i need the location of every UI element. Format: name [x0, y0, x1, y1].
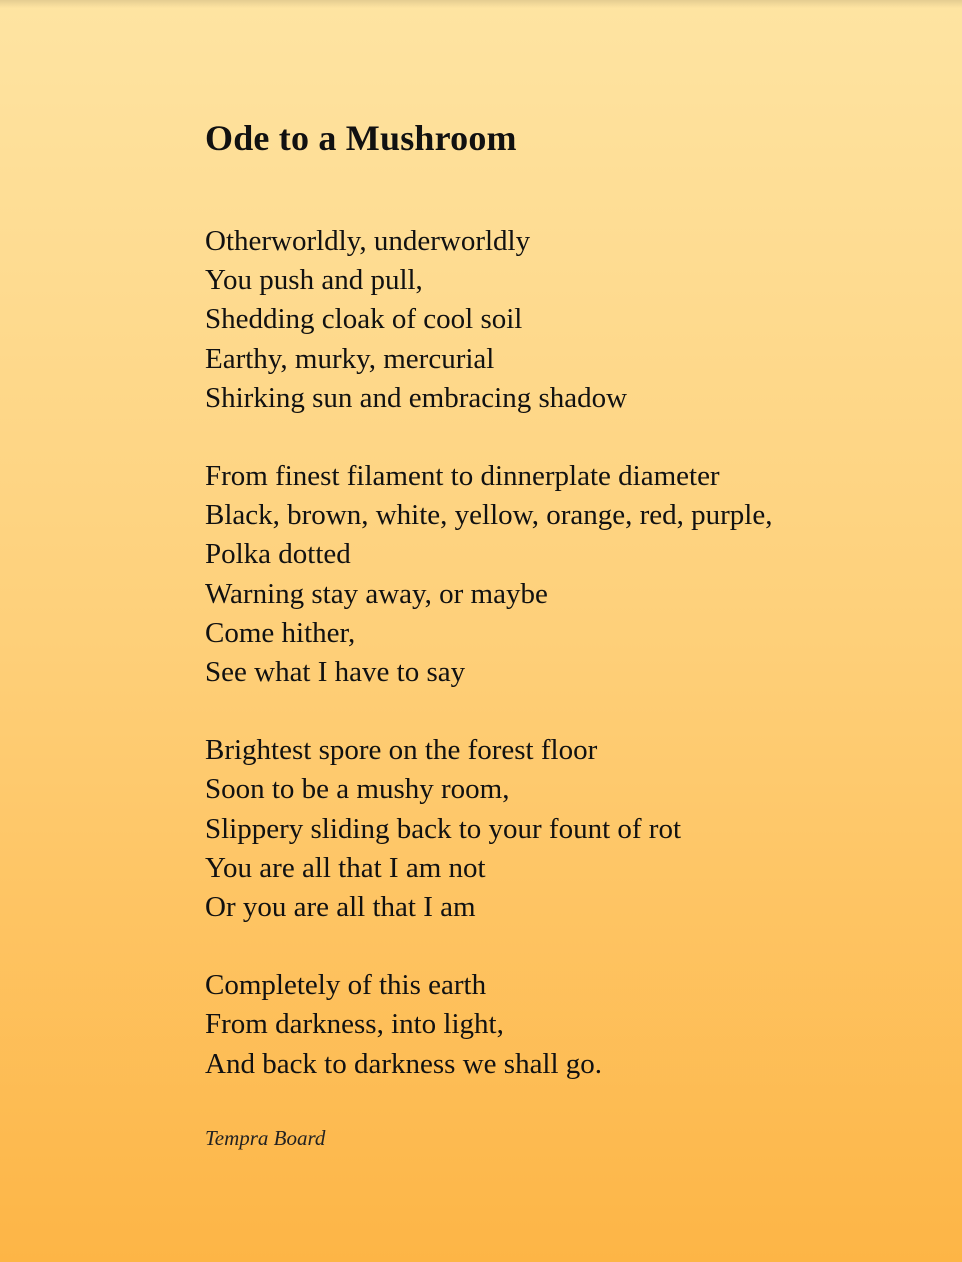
poem-line: You push and pull,: [205, 264, 423, 297]
poem-line: And back to darkness we shall go.: [205, 1047, 603, 1080]
poem-line: Polka dotted: [205, 538, 351, 571]
poem-line: Earthy, murky, mercurial: [205, 342, 495, 375]
poem-line: From finest filament to dinnerplate diameter: [205, 460, 720, 493]
poem-content: [205, 112, 905, 1153]
poem-line: Completely of this earth: [205, 969, 487, 1002]
poem-line: Black, brown, white, yellow, orange, red, purple,: [205, 499, 773, 532]
stanza-3: [205, 731, 905, 927]
poem-line: Otherworldly, underworldly: [205, 225, 531, 257]
poem-author: Tempra Board: [205, 1125, 326, 1150]
poem-line: Brightest spore on the forest floor: [205, 734, 598, 767]
poem-line: Soon to be a mushy room,: [205, 773, 510, 806]
poem-title: Ode to a Mushroom: [205, 118, 517, 158]
poem-line: Slippery sliding back to your fount of rot: [205, 812, 682, 845]
poem-line: You are all that I am not: [205, 851, 486, 884]
poem-line: From darkness, into light,: [205, 1008, 504, 1041]
poem-line: Warning stay away, or maybe: [205, 577, 548, 610]
stanza-1: [205, 222, 905, 418]
poem-body: [205, 222, 905, 1084]
stanza-4: [205, 966, 905, 1084]
poem-line: Or you are all that I am: [205, 891, 476, 924]
poem-line: Shedding cloak of cool soil: [205, 303, 523, 336]
poem-line: Shirking sun and embracing shadow: [205, 381, 628, 414]
stanza-2: [205, 457, 905, 692]
top-edge-shadow: [0, 0, 962, 8]
poem-line: Come hither,: [205, 616, 356, 649]
poem-line: See what I have to say: [205, 656, 466, 689]
